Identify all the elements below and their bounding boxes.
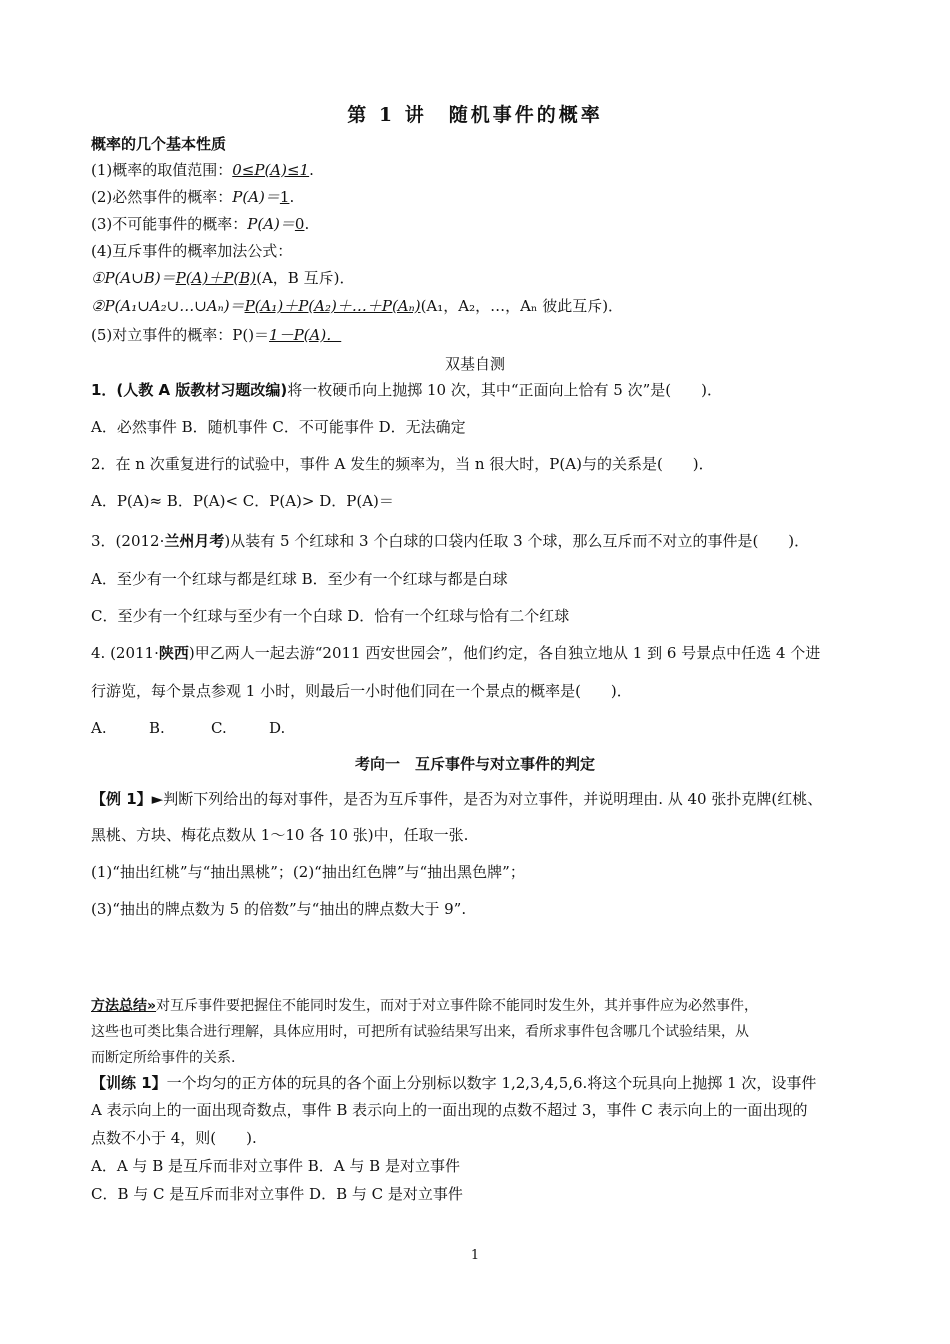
option-d: D.	[269, 719, 286, 737]
page-title: 第 1 讲 随机事件的概率	[347, 104, 603, 126]
property-2: (2)必然事件的概率：P(A)＝1.	[91, 188, 295, 206]
example-1-continued: 黑桃、方块、梅花点数从 1～10 各 10 张)中，任取一张.	[91, 826, 469, 844]
section-heading-properties: 概率的几个基本性质	[91, 135, 227, 153]
question-3: 3．(2012·兰州月考)从装有 5 个红球和 3 个白球的口袋内任取 3 个球，那么互斥而不对立的事件是( )．	[91, 532, 810, 550]
method-summary-2: 这些也可类比集合进行理解，具体应用时，可把所有试验结果写出来，看所求事件包含哪几个试验结果，从	[91, 1024, 749, 1040]
method-summary-3: 而断定所给事件的关系.	[91, 1050, 236, 1066]
training-1-line-2: A 表示向上的一面出现奇数点，事件 B 表示向上的一面出现的点数不超过 3，事件 C 表示向上的一面出现的	[91, 1101, 808, 1119]
training-1: 【训练 1】一个均匀的正方体的玩具的各个面上分别标以数字 1,2,3,4,5,6.将这个玩具向上抛掷 1 次，设事件	[91, 1074, 817, 1092]
example-1-part-3: (3)“抽出的牌点数为 5 的倍数”与“抽出的牌点数大于 9”.	[91, 900, 467, 918]
option-b: B.	[149, 719, 165, 737]
question-3-options-cd: C．至少有一个红球与至少有一个白球 D．恰有一个红球与恰有二个红球	[91, 607, 570, 625]
property-4-1: ①P(A∪B)＝P(A)＋P(B)(A，B 互斥)．	[91, 269, 355, 287]
question-2: 2．在 n 次重复进行的试验中，事件 A 发生的频率为，当 n 很大时，P(A)与的关系是( )．	[91, 455, 714, 473]
property-4: (4)互斥事件的概率加法公式：	[91, 242, 293, 260]
property-4-2: ②P(A₁∪A₂∪…∪Aₙ)＝P(A₁)＋P(A₂)＋…＋P(Aₙ)(A₁，A₂，…，Aₙ 彼此互斥)．	[91, 297, 624, 315]
example-1: 【例 1】►判断下列给出的每对事件，是否为互斥事件，是否为对立事件，并说明理由. 从 40 张扑克牌(红桃、	[91, 790, 823, 808]
property-1: (1)概率的取值范围：0≤P(A)≤1.	[91, 161, 314, 179]
page-number: 1	[470, 1248, 480, 1263]
example-1-parts-1-2: (1)“抽出红桃”与“抽出黑桃”；(2)“抽出红色牌”与“抽出黑色牌”；	[91, 863, 525, 881]
option-a: A.	[91, 719, 107, 737]
question-4: 4. (2011·陕西)甲乙两人一起去游“2011 西安世园会”，他们约定，各自独立地从 1 到 6 号景点中任选 4 个进	[91, 644, 821, 662]
section-heading-self-test: 双基自测	[444, 355, 505, 373]
training-1-options-ab: A．A 与 B 是互斥而非对立事件 B．A 与 B 是对立事件	[91, 1157, 460, 1175]
question-3-options-ab: A．至少有一个红球与都是红球 B．至少有一个红球与都是白球	[91, 570, 508, 588]
property-5: (5)对立事件的概率：P()＝1－P(A)．	[91, 326, 342, 344]
method-summary-tag: 方法总结»	[91, 998, 157, 1014]
training-1-line-3: 点数不小于 4，则( ).	[91, 1129, 257, 1147]
question-1-options: A．必然事件 B．随机事件 C．不可能事件 D．无法确定	[91, 418, 466, 436]
question-4-options	[91, 718, 285, 738]
question-1: 1．(人教 A 版教材习题改编)将一枚硬币向上抛掷 10 次，其中“正面向上恰有 5 次”是( )．	[91, 381, 722, 399]
method-summary-1: 方法总结»对互斥事件要把握住不能同时发生，而对于对立事件除不能同时发生外，其并事件应为必然事件，	[91, 998, 759, 1014]
section-heading-direction-1: 考向一 互斥事件与对立事件的判定	[354, 755, 595, 773]
training-1-options-cd: C．B 与 C 是互斥而非对立事件 D．B 与 C 是对立事件	[91, 1185, 463, 1203]
question-4-continued: 行游览，每个景点参观 1 小时，则最后一小时他们同在一个景点的概率是( )．	[91, 682, 632, 700]
question-2-options: A．P(A)≈ B．P(A)< C．P(A)> D．P(A)＝	[91, 492, 394, 510]
property-3: (3)不可能事件的概率：P(A)＝0.	[91, 215, 310, 233]
option-c: C.	[211, 719, 227, 737]
